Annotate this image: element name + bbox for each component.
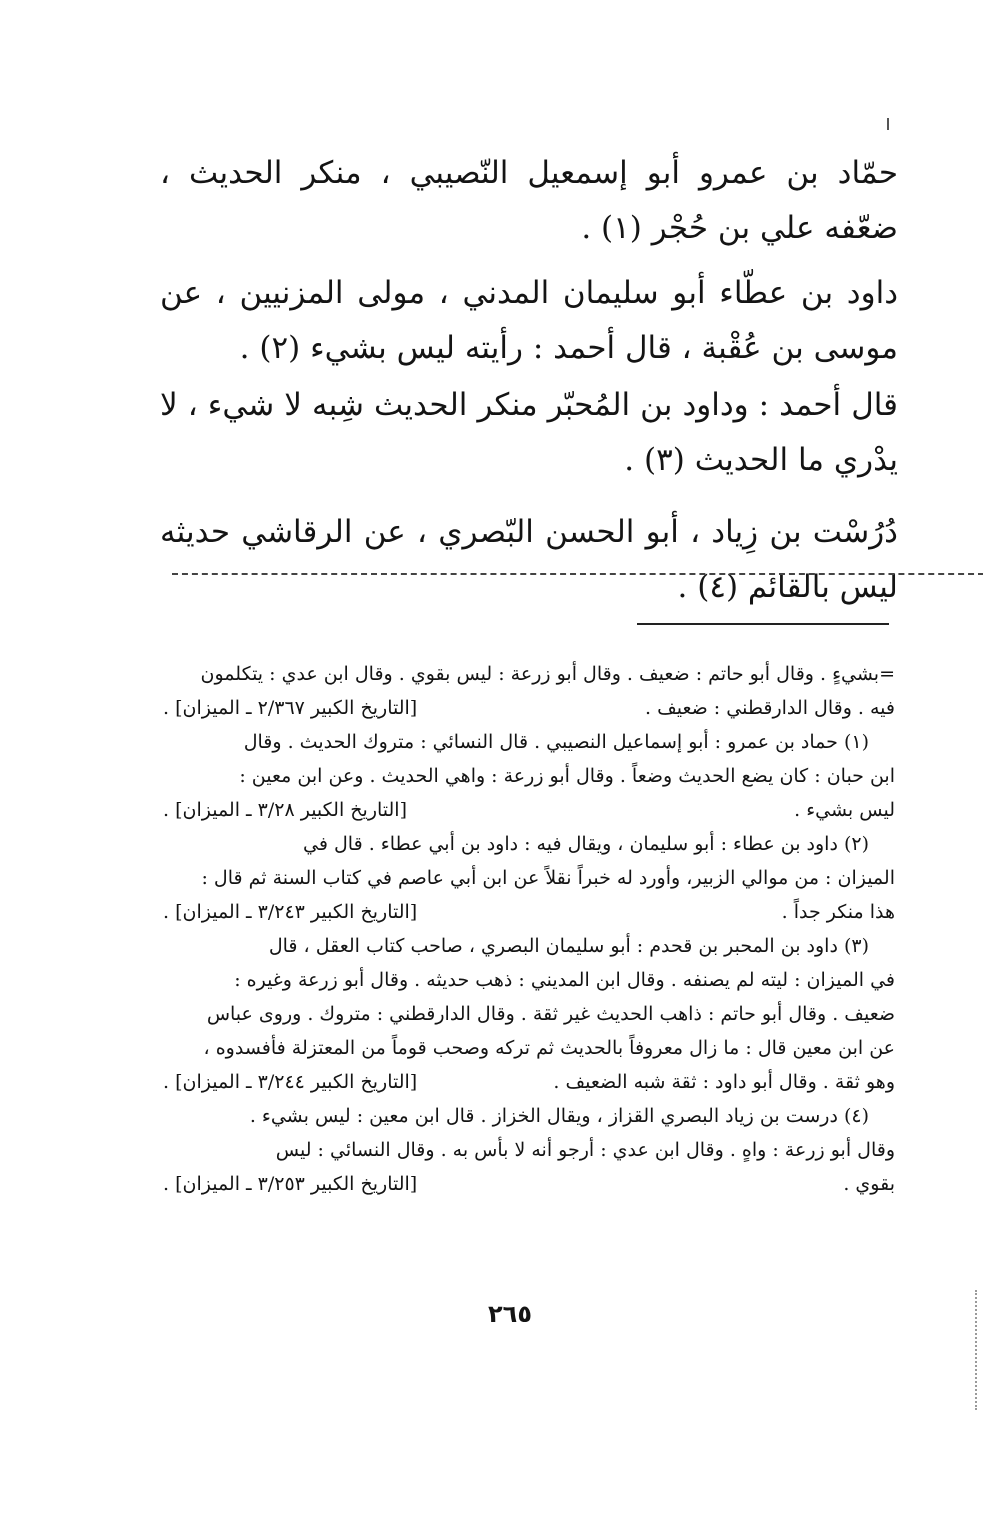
footnote-line xyxy=(163,691,895,725)
footnote-line xyxy=(163,657,895,691)
footnote-text: بقوي . xyxy=(843,1173,895,1195)
footnote-line xyxy=(163,1031,895,1065)
footnote-citation: [التاريخ الكبير ٣/٢٤٣ ـ الميزان] . xyxy=(163,901,418,923)
footnote-line xyxy=(163,861,895,895)
footnote-line xyxy=(163,1099,895,1133)
footnote-text: (٢) داود بن عطاء : أبو سليمان ، ويقال فيه : داود بن أبي عطاء . قال في xyxy=(303,833,869,855)
scan-artifact xyxy=(975,1290,979,1410)
footnote-line xyxy=(163,793,895,827)
footnote-line xyxy=(163,963,895,997)
footnote-text: ضعيف . وقال أبو حاتم : ذاهب الحديث غير ثقة . وقال الدارقطني : متروك . وروى عباس xyxy=(206,1003,895,1025)
footnote-text: وهو ثقة . وقال أبو داود : ثقة شبه الضعيف . xyxy=(553,1071,895,1093)
footnote-text: (٣) داود بن المحبر بن قحدم : أبو سليمان البصري ، صاحب كتاب العقل ، قال xyxy=(268,935,869,957)
footnote-text: الميزان : من موالي الزبير، وأورد له خبراً نقلاً عن ابن أبي عاصم في كتاب السنة ثم قال : xyxy=(201,867,895,889)
footnote-line xyxy=(163,759,895,793)
footnote-text: هذا منكر جداً . xyxy=(781,901,895,923)
footnote-separator xyxy=(637,623,889,625)
footnote-line xyxy=(163,1065,895,1099)
footnote-line xyxy=(163,725,895,759)
footnote-citation: [التاريخ الكبير ٣/٢٨ ـ الميزان] . xyxy=(163,799,407,821)
footnote-text: وقال أبو زرعة : واهٍ . وقال ابن عدي : أرجو أنه لا بأس به . وقال النسائي : ليس xyxy=(275,1139,895,1161)
footnote-citation: [التاريخ الكبير ٣/٢٥٣ ـ الميزان] . xyxy=(163,1173,418,1195)
footnote-text: =بشيءٍ . وقال أبو حاتم : ضعيف . وقال أبو زرعة : ليس بقوي . وقال ابن عدي : يتكلمون xyxy=(200,663,895,685)
footnote-text: (٤) درست بن زياد البصري القزاز ، ويقال الخزاز . قال ابن معين : ليس بشيء . xyxy=(249,1105,869,1127)
entry-hammad: حمّاد بن عمرو أبو إسمعيل النّصيبي ، منكر الحديث ، ضعّفه علي بن حُجْر (١) . xyxy=(160,155,898,246)
footnote-line xyxy=(163,929,895,963)
footnote-text: (١) حماد بن عمرو : أبو إسماعيل النصيبي . قال النسائي : متروك الحديث . وقال xyxy=(243,731,869,753)
footnotes xyxy=(163,657,895,1201)
footnote-line xyxy=(163,895,895,929)
page-number: ٢٦٥ xyxy=(488,1300,532,1328)
entry-dawud-ibn-muhabbar: قال أحمد : وداود بن المُحبّر منكر الحديث شِبه لا شيء ، لا يدْري ما الحديث (٣) . xyxy=(160,387,898,478)
margin-mark xyxy=(887,118,889,130)
footnote-text: عن ابن معين قال : ما زال معروفاً بالحديث ثم تركه وصحب قوماً من المعتزلة فأفسدوه ، xyxy=(203,1037,895,1059)
footnote-line xyxy=(163,827,895,861)
footnote-text: في الميزان : ليته لم يصنفه . وقال ابن المديني : ذهب حديثه . وقال أبو زرعة وغيره : xyxy=(234,969,895,991)
footnote-line xyxy=(163,1167,895,1201)
entry-durust: دُرُسْت بن زِياد ، أبو الحسن البّصري ، عن الرقاشي حديثه ليس بالقائم (٤) . xyxy=(160,514,898,605)
entry-dawud-ibn-atta: داود بن عطّاء أبو سليمان المدني ، مولى المزنيين ، عن موسى بن عُقْبة ، قال أحمد : رأيته ليس بشيء (٢) . xyxy=(160,275,898,366)
footnote-line xyxy=(163,997,895,1031)
footnote-text: ابن حبان : كان يضع الحديث وضعاً . وقال أبو زرعة : واهي الحديث . وعن ابن معين : xyxy=(239,765,895,787)
footnote-line xyxy=(163,1133,895,1167)
footnote-text: فيه . وقال الدارقطني : ضعيف . xyxy=(644,697,895,719)
footnote-citation: [التاريخ الكبير ٣/٢٤٤ ـ الميزان] . xyxy=(163,1071,418,1093)
footnote-citation: [التاريخ الكبير ٢/٣٦٧ ـ الميزان] . xyxy=(163,697,418,719)
dashed-divider xyxy=(172,573,983,575)
footnote-text: ليس بشيء . xyxy=(794,799,895,821)
